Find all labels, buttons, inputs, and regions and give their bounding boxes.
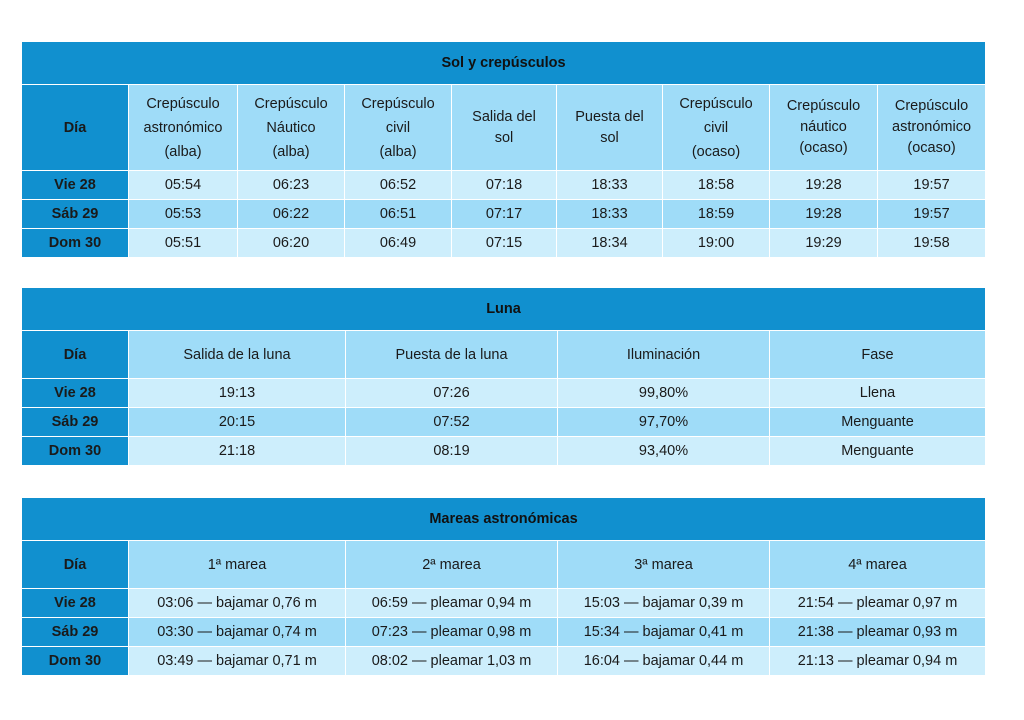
tides-table-title: Mareas astronómicas	[22, 498, 986, 541]
time-cell: 18:33	[557, 200, 663, 229]
moon-table-title: Luna	[22, 288, 986, 331]
column-header: Crepúsculo civil (ocaso)	[663, 85, 770, 171]
table-row	[22, 408, 986, 437]
tide-cell: 21:13 — pleamar 0,94 m	[770, 647, 986, 676]
column-header: Crepúsculo civil (alba)	[345, 85, 452, 171]
tide-cell: 15:34 — bajamar 0,41 m	[558, 618, 770, 647]
column-header: 3ª marea	[558, 541, 770, 589]
table-row	[22, 171, 986, 200]
time-cell: 07:17	[452, 200, 557, 229]
day-cell: Sáb 29	[22, 408, 129, 437]
column-header: Iluminación	[558, 331, 770, 379]
time-cell: 19:29	[770, 229, 878, 258]
time-cell: 05:53	[129, 200, 238, 229]
day-cell: Dom 30	[22, 647, 129, 676]
column-header: 2ª marea	[346, 541, 558, 589]
value-cell: 08:19	[346, 437, 558, 466]
value-cell: 19:13	[129, 379, 346, 408]
tide-cell: 21:38 — pleamar 0,93 m	[770, 618, 986, 647]
day-cell: Sáb 29	[22, 618, 129, 647]
column-header: Crepúsculo astronómico (alba)	[129, 85, 238, 171]
table-row	[22, 647, 986, 676]
table-row	[22, 229, 986, 258]
table-row	[22, 589, 986, 618]
tide-cell: 21:54 — pleamar 0,97 m	[770, 589, 986, 618]
time-cell: 18:34	[557, 229, 663, 258]
value-cell: 99,80%	[558, 379, 770, 408]
tides-table	[21, 497, 986, 676]
time-cell: 19:57	[878, 200, 986, 229]
time-cell: 06:20	[238, 229, 345, 258]
tide-cell: 03:06 — bajamar 0,76 m	[129, 589, 346, 618]
time-cell: 18:58	[663, 171, 770, 200]
day-cell: Vie 28	[22, 589, 129, 618]
day-cell: Dom 30	[22, 229, 129, 258]
value-cell: Menguante	[770, 408, 986, 437]
column-header: Puesta del sol	[557, 85, 663, 171]
time-cell: 19:28	[770, 200, 878, 229]
tide-cell: 07:23 — pleamar 0,98 m	[346, 618, 558, 647]
tide-cell: 15:03 — bajamar 0,39 m	[558, 589, 770, 618]
column-header: Crepúsculo náutico (ocaso)	[770, 85, 878, 171]
time-cell: 05:51	[129, 229, 238, 258]
value-cell: 93,40%	[558, 437, 770, 466]
tide-cell: 06:59 — pleamar 0,94 m	[346, 589, 558, 618]
day-cell: Dom 30	[22, 437, 129, 466]
time-cell: 18:59	[663, 200, 770, 229]
column-header: Puesta de la luna	[346, 331, 558, 379]
time-cell: 19:57	[878, 171, 986, 200]
time-cell: 19:58	[878, 229, 986, 258]
time-cell: 06:51	[345, 200, 452, 229]
day-header: Día	[22, 331, 129, 379]
time-cell: 06:52	[345, 171, 452, 200]
time-cell: 06:22	[238, 200, 345, 229]
time-cell: 07:18	[452, 171, 557, 200]
time-cell: 07:15	[452, 229, 557, 258]
sun-table-title: Sol y crepúsculos	[22, 42, 986, 85]
tide-cell: 08:02 — pleamar 1,03 m	[346, 647, 558, 676]
table-row	[22, 618, 986, 647]
day-header: Día	[22, 541, 129, 589]
tide-cell: 03:49 — bajamar 0,71 m	[129, 647, 346, 676]
time-cell: 19:28	[770, 171, 878, 200]
column-header: Fase	[770, 331, 986, 379]
moon-table	[21, 287, 986, 466]
value-cell: 20:15	[129, 408, 346, 437]
column-header: Salida del sol	[452, 85, 557, 171]
column-header: Salida de la luna	[129, 331, 346, 379]
tide-cell: 03:30 — bajamar 0,74 m	[129, 618, 346, 647]
tide-cell: 16:04 — bajamar 0,44 m	[558, 647, 770, 676]
time-cell: 19:00	[663, 229, 770, 258]
value-cell: Llena	[770, 379, 986, 408]
value-cell: 07:52	[346, 408, 558, 437]
column-header: 4ª marea	[770, 541, 986, 589]
value-cell: Menguante	[770, 437, 986, 466]
time-cell: 05:54	[129, 171, 238, 200]
table-row	[22, 200, 986, 229]
table-row	[22, 437, 986, 466]
value-cell: 21:18	[129, 437, 346, 466]
day-cell: Sáb 29	[22, 200, 129, 229]
time-cell: 06:49	[345, 229, 452, 258]
day-header: Día	[22, 85, 129, 171]
time-cell: 06:23	[238, 171, 345, 200]
column-header: Crepúsculo astronómico (ocaso)	[878, 85, 986, 171]
sun-twilight-table	[21, 41, 986, 258]
time-cell: 18:33	[557, 171, 663, 200]
column-header: 1ª marea	[129, 541, 346, 589]
column-header: Crepúsculo Náutico (alba)	[238, 85, 345, 171]
value-cell: 97,70%	[558, 408, 770, 437]
table-row	[22, 379, 986, 408]
day-cell: Vie 28	[22, 171, 129, 200]
day-cell: Vie 28	[22, 379, 129, 408]
value-cell: 07:26	[346, 379, 558, 408]
